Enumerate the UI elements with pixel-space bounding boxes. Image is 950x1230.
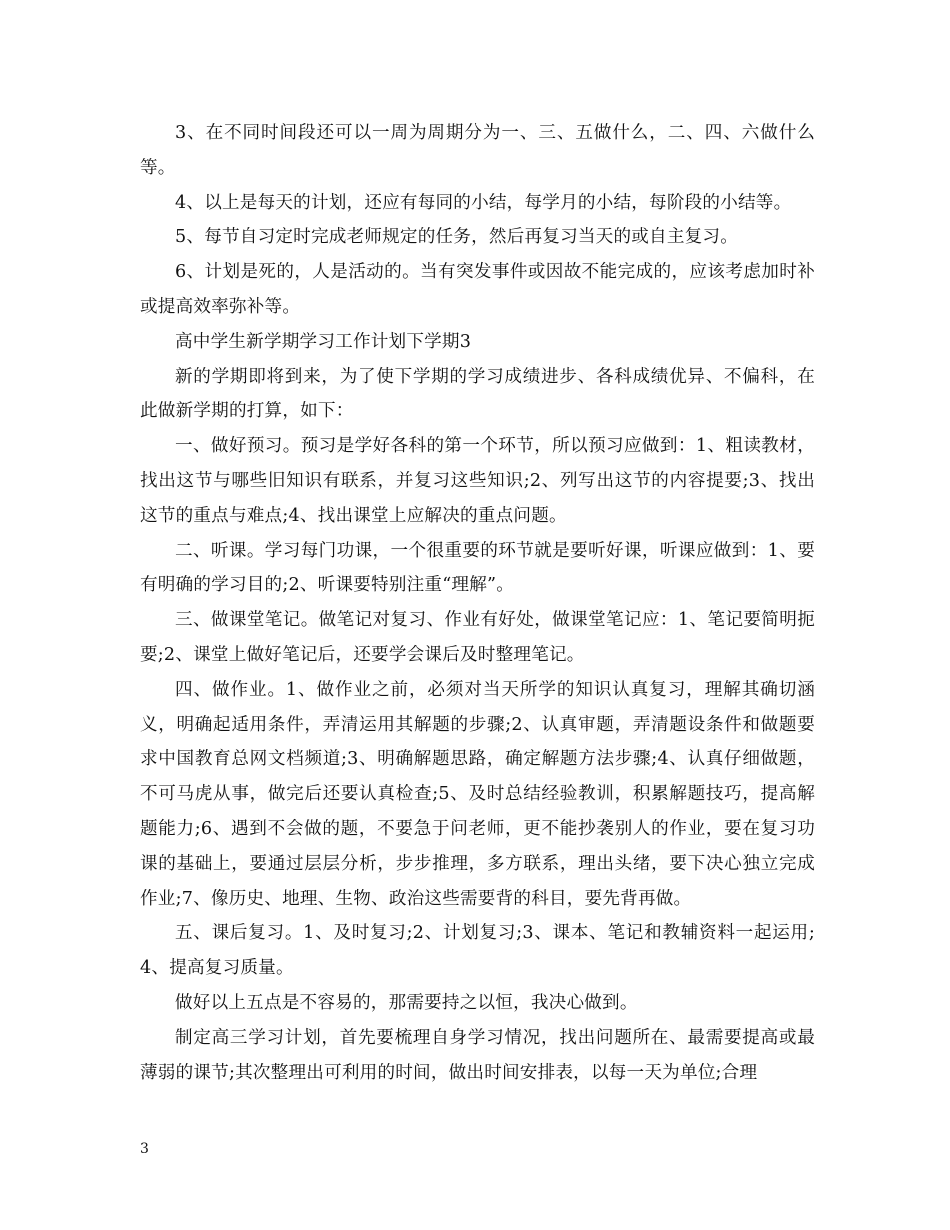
paragraph-2: 4、以上是每天的计划，还应有每同的小结，每学月的小结，每阶段的小结等。 <box>175 192 792 213</box>
paragraph-6: 新的学期即将到来，为了使下学期的学习成绩进步、各科成绩优异、不偏科，在此做新学期的打算，如下： <box>140 366 815 422</box>
paragraph-10: 四、做作业。1、做作业之前，必须对当天所学的知识认真复习，理解其确切涵义，明确起适用条件，弄清运用其解题的步骤;2、认真审题，弄清题设条件和做题要求中国教育总网文档频道;3、明确解题思路，确定解题方法步骤;4、认真仔细做题，不可马虎从事，做完后还要认真检查;5、及时总结经验教训，积累解题技巧，提高解题能力;6、遇到不会做的题，不要急于问老师，更不能抄袭别人的作业，要在复习功课的基础上，要通过层层分析，步步推理，多方联系，理出头绪，要下决心独立完成作业;7、像历史、地理、生物、政治这些需要背的科目，要先背再做。 <box>140 679 815 909</box>
paragraph-13: 制定高三学习计划，首先要梳理自身学习情况，找出问题所在、最需要提高或最薄弱的课节;其次整理出可利用的时间，做出时间安排表，以每一天为单位;合理 <box>140 1027 815 1083</box>
paragraph-11: 五、课后复习。1、及时复习;2、计划复习;3、课本、笔记和教辅资料一起运用;4、提高复习质量。 <box>140 923 815 979</box>
section-heading: 高中学生新学期学习工作计划下学期3 <box>175 331 472 352</box>
paragraph-4: 6、计划是死的，人是活动的。当有突发事件或因故不能完成的，应该考虑加时补或提高效率弥补等。 <box>140 262 815 317</box>
paragraph-1: 3、在不同时间段还可以一周为周期分为一、三、五做什么，二、四、六做什么等。 <box>140 123 815 178</box>
paragraph-8: 二、听课。学习每门功课，一个很重要的环节就是要听好课，听课应做到：1、要有明确的学习目的;2、听课要特别注重“理解”。 <box>140 540 815 596</box>
paragraph-12: 做好以上五点是不容易的，那需要持之以恒，我决心做到。 <box>175 992 638 1013</box>
paragraph-9: 三、做课堂笔记。做笔记对复习、作业有好处，做课堂笔记应：1、笔记要简明扼要;2、课堂上做好笔记后，还要学会课后及时整理笔记。 <box>140 610 815 665</box>
paragraph-7: 一、做好预习。预习是学好各科的第一个环节，所以预习应做到：1、粗读教材，找出这节与哪些旧知识有联系，并复习这些知识;2、列写出这节的内容提要;3、找出这节的重点与难点;4、找出课堂上应解决的重点问题。 <box>140 436 815 526</box>
document-body <box>140 116 815 1090</box>
paragraph-3: 5、每节自习定时完成老师规定的任务，然后再复习当天的或自主复习。 <box>175 227 739 248</box>
page-number: 3 <box>140 1141 149 1157</box>
